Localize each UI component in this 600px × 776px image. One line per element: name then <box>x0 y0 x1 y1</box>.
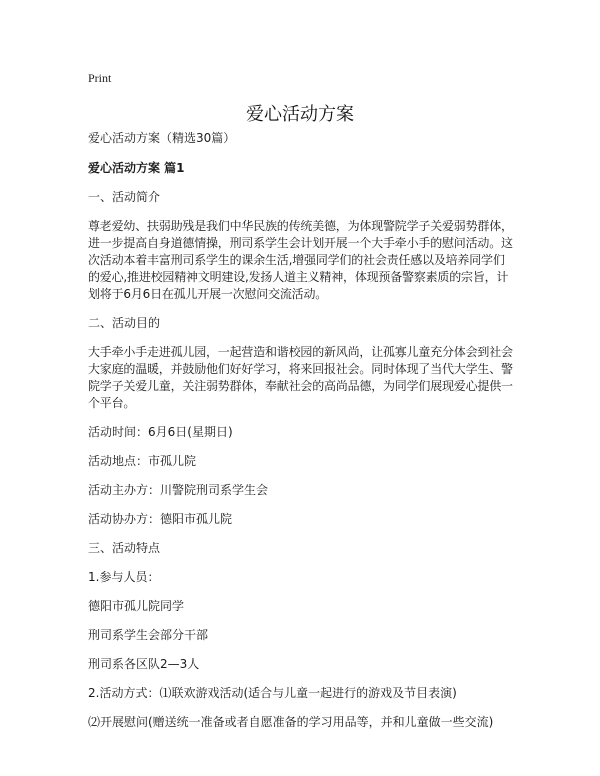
heading-features: 三、活动特点 <box>88 541 161 555</box>
activity-place: 活动地点：市孤儿院 <box>88 454 197 468</box>
page-title: 爱心活动方案 <box>246 104 354 125</box>
participant-item: 刑司系各区队2—3人 <box>88 657 200 671</box>
document-subtitle: 爱心活动方案（精选30篇） <box>88 131 236 145</box>
activity-host: 活动主办方：川警院刑司系学生会 <box>88 483 269 497</box>
activity-co-host: 活动协办方：德阳市孤儿院 <box>88 512 233 526</box>
activity-method: 2.活动方式：⑴联欢游戏活动(适合与儿童一起进行的游戏及节目表演) <box>88 686 457 700</box>
activity-time: 活动时间：6月6日(星期日) <box>88 425 233 439</box>
participants-label: 1.参与人员： <box>88 570 160 584</box>
paragraph-purpose: 大手牵小手走进孤儿园，一起营造和谐校园的新风尚，让孤寡儿童充分体会到社会大家庭的温暖，并鼓励他们好好学习，将来回报社会。同时体现了当代大学生、警院学子关爱儿童，关注弱势群体，奉献社会的高尚品德，为同学们展现爱心提供一个平台。 <box>88 345 513 410</box>
section-title: 爱心活动方案 篇1 <box>88 161 185 175</box>
participant-item: 刑司系学生会部分干部 <box>88 628 209 642</box>
document-body <box>88 130 516 731</box>
print-label: Print <box>88 71 112 85</box>
paragraph-intro: 尊老爱幼、扶弱助残是我们中华民族的传统美德，为体现警院学子关爱弱势群体，进一步提高自身道德情操，刑司系学生会计划开展一个大手牵小手的慰问活动。这次活动本着丰富刑司系学生的课余生活,增强同学们的社会责任感以及培养同学们的爱心,推进校园精神文明建设,发扬人道主义精神，体现预备警察素质的宗旨，计划将于6月6日在孤儿开展一次慰问交流活动。 <box>88 219 513 301</box>
activity-method: ⑵开展慰问(赠送统一准备或者自愿准备的学习用品等，并和儿童做一些交流) <box>88 715 494 729</box>
heading-purpose: 二、活动目的 <box>88 316 161 330</box>
heading-intro: 一、活动简介 <box>88 190 161 204</box>
participant-item: 德阳市孤儿院同学 <box>88 599 185 613</box>
